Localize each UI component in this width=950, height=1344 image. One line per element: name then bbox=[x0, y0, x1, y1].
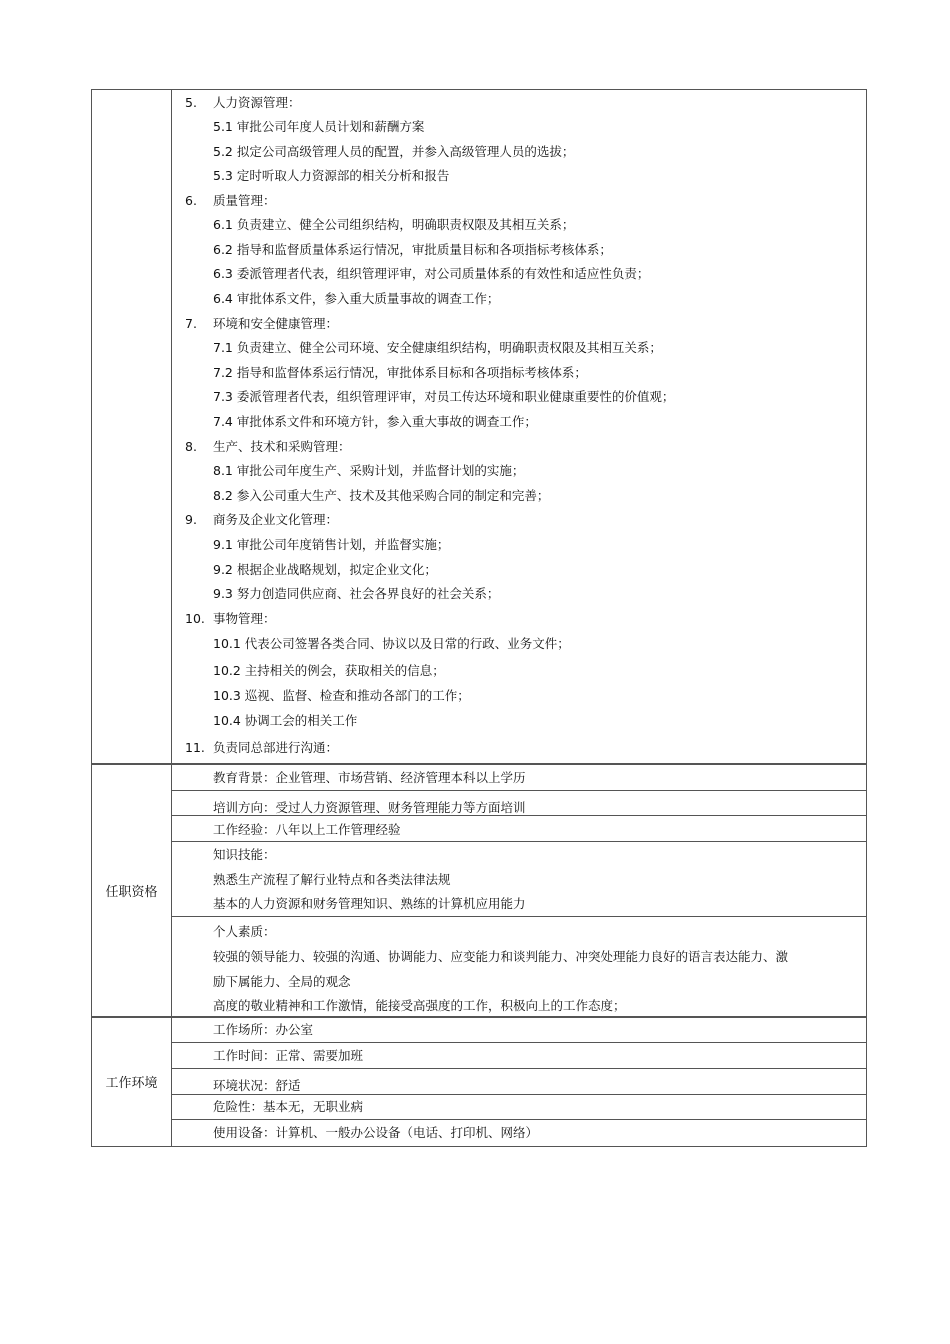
work-risk: 危险性：基本无，无职业病 bbox=[213, 1099, 364, 1114]
qualifications-section bbox=[91, 763, 867, 1018]
skills-item: 基本的人力资源和财务管理知识、熟练的计算机应用能力 bbox=[213, 896, 526, 911]
work-place: 工作场所：办公室 bbox=[213, 1022, 314, 1037]
list-item: 6.1 负责建立、健全公司组织结构，明确职责权限及其相互关系； bbox=[213, 217, 575, 232]
list-item: 10.3 巡视、监督、检查和推动各部门的工作； bbox=[213, 688, 470, 703]
duties-section bbox=[91, 89, 867, 765]
list-item: 10.4 协调工会的相关工作 bbox=[213, 713, 358, 728]
section-heading: 8. 生产、技术和采购管理： bbox=[185, 439, 351, 454]
work-equipment: 使用设备：计算机、一般办公设备（电话、打印机、网络） bbox=[213, 1125, 539, 1140]
list-item: 6.3 委派管理者代表，组织管理评审，对公司质量体系的有效性和适应性负责； bbox=[213, 266, 650, 281]
list-item: 10.1 代表公司签署各类合同、协议以及日常的行政、业务文件； bbox=[213, 636, 570, 651]
quality-text: 较强的领导能力、较强的沟通、协调能力、应变能力和谈判能力、冲突处理能力良好的语言表达能力、激 bbox=[213, 949, 789, 964]
list-item: 6.2 指导和监督质量体系运行情况，审批质量目标和各项指标考核体系； bbox=[213, 242, 612, 257]
quality-title: 个人素质： bbox=[213, 924, 276, 939]
section-heading: 5. 人力资源管理： bbox=[185, 95, 301, 110]
environment-section bbox=[91, 1016, 867, 1147]
skills-item: 熟悉生产流程了解行业特点和各类法律法规 bbox=[213, 872, 451, 887]
education-text: 教育背景：企业管理、市场营销、经济管理本科以上学历 bbox=[213, 770, 526, 785]
work-time: 工作时间：正常、需要加班 bbox=[213, 1048, 364, 1063]
list-item: 7.2 指导和监督体系运行情况，审批体系目标和各项指标考核体系； bbox=[213, 365, 587, 380]
list-item: 8.2 参入公司重大生产、技术及其他采购合同的制定和完善； bbox=[213, 488, 550, 503]
quality-text: 励下属能力、全局的观念 bbox=[213, 974, 351, 989]
skills-title: 知识技能： bbox=[213, 847, 276, 862]
section-heading: 7. 环境和安全健康管理： bbox=[185, 316, 339, 331]
experience-text: 工作经验：八年以上工作管理经验 bbox=[213, 822, 401, 837]
quality-text: 高度的敬业精神和工作激情，能接受高强度的工作，积极向上的工作态度； bbox=[213, 998, 626, 1013]
section-heading: 11. 负责同总部进行沟通： bbox=[185, 740, 339, 755]
list-item: 5.2 拟定公司高级管理人员的配置，并参入高级管理人员的选拔； bbox=[213, 144, 575, 159]
qualifications-label: 任职资格 bbox=[92, 764, 172, 1017]
list-item: 7.1 负责建立、健全公司环境、安全健康组织结构，明确职责权限及其相互关系； bbox=[213, 340, 662, 355]
training-text: 培训方向：受过人力资源管理、财务管理能力等方面培训 bbox=[213, 800, 526, 815]
list-item: 9.1 审批公司年度销售计划，并监督实施； bbox=[213, 537, 450, 552]
list-item: 7.3 委派管理者代表，组织管理评审，对员工传达环境和职业健康重要性的价值观； bbox=[213, 389, 675, 404]
section-heading: 10. 事物管理： bbox=[185, 611, 276, 626]
list-item: 6.4 审批体系文件，参入重大质量事故的调查工作； bbox=[213, 291, 500, 306]
duties-label-cell bbox=[92, 90, 172, 764]
list-item: 9.3 努力创造同供应商、社会各界良好的社会关系； bbox=[213, 586, 500, 601]
list-item: 10.2 主持相关的例会，获取相关的信息； bbox=[213, 663, 445, 678]
list-item: 8.1 审批公司年度生产、采购计划，并监督计划的实施； bbox=[213, 463, 525, 478]
section-heading: 6. 质量管理： bbox=[185, 193, 276, 208]
list-item: 7.4 审批体系文件和环境方针，参入重大事故的调查工作； bbox=[213, 414, 537, 429]
environment-label: 工作环境 bbox=[92, 1017, 172, 1146]
section-heading: 9. 商务及企业文化管理： bbox=[185, 512, 339, 527]
list-item: 5.1 审批公司年度人员计划和薪酬方案 bbox=[213, 119, 425, 134]
list-item: 5.3 定时听取人力资源部的相关分析和报告 bbox=[213, 168, 450, 183]
list-item: 9.2 根据企业战略规划，拟定企业文化； bbox=[213, 562, 437, 577]
work-condition: 环境状况：舒适 bbox=[213, 1078, 301, 1093]
